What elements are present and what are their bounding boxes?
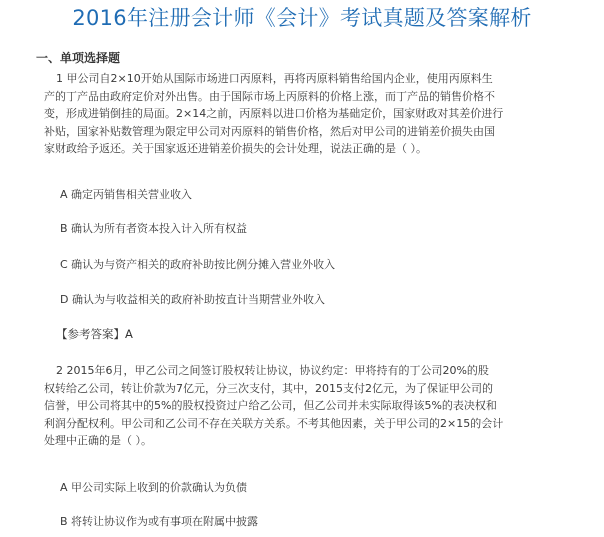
question-1-option-b: B 确认为所有者资本投入计入所有权益 — [60, 222, 248, 235]
question-1-line: 家财政给予返还。关于国家返还进销差价损失的会计处理，说法正确的是（ ）。 — [44, 142, 427, 155]
question-1-option-d: D 确认为与收益相关的政府补助按直计当期营业外收入 — [60, 293, 325, 306]
question-1-line: 产的丁产品由政府定价对外出售。由于国际市场上丙原料的价格上涨，而丁产品的销售价格不 — [44, 89, 495, 103]
question-2-option-b: B 将转让协议作为或有事项在附属中披露 — [60, 515, 259, 528]
question-2-line: 利润分配权利。甲公司和乙公司不存在关联方关系。不考其他因素，关于甲公司的2×15的会计 — [44, 416, 504, 430]
question-2-line: 处理中正确的是（ ）。 — [44, 434, 152, 447]
question-1-line: 补贴，国家补贴数管理为限定甲公司对丙原料的销售价格，然后对甲公司的进销差价损失由国 — [44, 124, 495, 138]
question-1-option-a: A 确定丙销售相关营业收入 — [60, 188, 193, 201]
question-1-line: 变，形成进销倒挂的局面。2×14之前，丙原料以进口价格为基础定价，国家财政对其差价进行 — [44, 107, 504, 120]
question-2-option-a: A 甲公司实际上收到的价款确认为负债 — [60, 481, 248, 494]
question-2-line: 权转给乙公司，转让价款为7亿元，分三次支付，其中，2015支付2亿元，为了保证甲公司的 — [44, 381, 493, 395]
page-title: 2016年注册会计师《会计》考试真题及答案解析 — [72, 6, 532, 30]
question-1-line: 1 甲公司自2×10开始从国际市场进口丙原料，再将丙原料销售给国内企业，使用丙原料生 — [56, 72, 493, 85]
section-heading: 一、单项选择题 — [36, 51, 121, 65]
question-1-text — [44, 70, 584, 158]
question-1-option-c: C 确认为与资产相关的政府补助按比例分摊入营业外收入 — [60, 258, 336, 271]
question-2-text — [44, 362, 584, 450]
question-1-answer: 【参考答案】A — [56, 327, 133, 341]
question-2-line: 信誉，甲公司将其中的5%的股权投资过户给乙公司，但乙公司并未实际取得该5%的表决权和 — [44, 399, 497, 412]
question-2-line: 2 2015年6月，甲乙公司之间签订股权转让协议，协议约定：甲将持有的丁公司20%的股 — [56, 364, 489, 377]
